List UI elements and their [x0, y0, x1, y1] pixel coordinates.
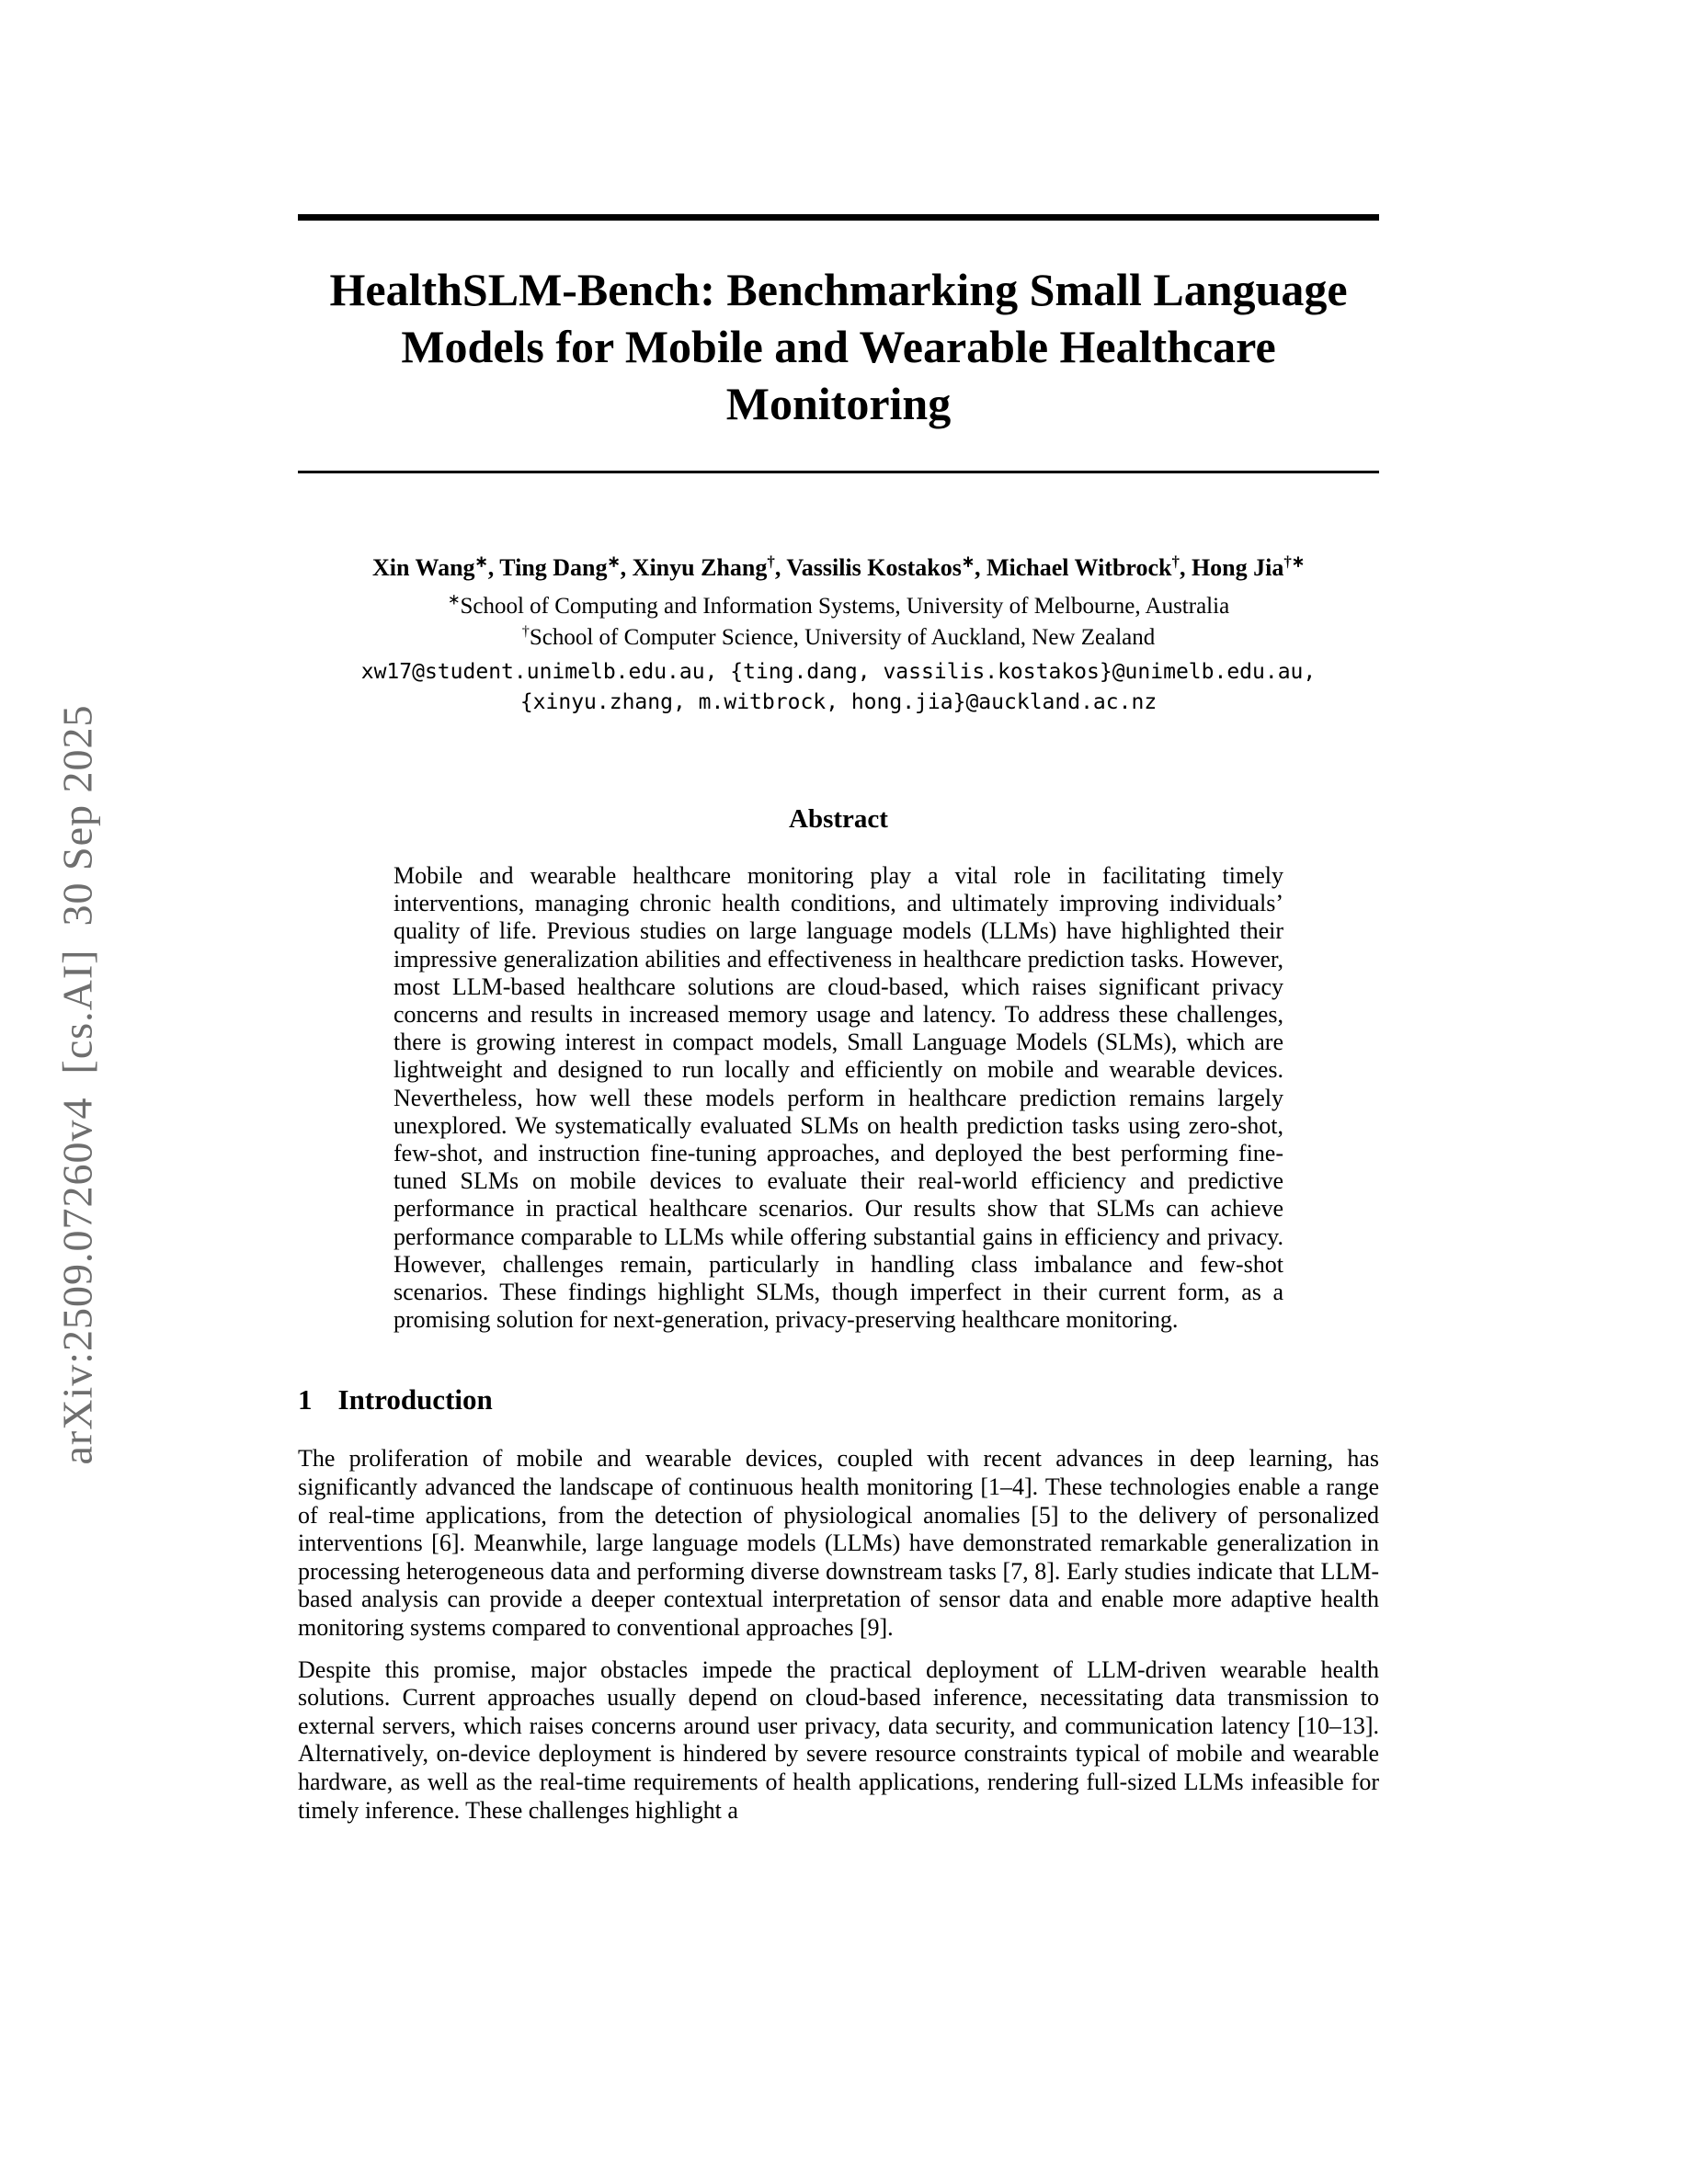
author-affiliation-mark: †	[767, 552, 775, 571]
author-name: , Vassilis Kostakos	[774, 554, 962, 581]
email-line-1: xw17@student.unimelb.edu.au, {ting.dang, vassilis.kostakos}@unimelb.edu.au,	[360, 660, 1317, 684]
section-number: 1	[298, 1383, 313, 1416]
introduction-paragraph-1: The proliferation of mobile and wearable devices, coupled with recent advances in deep learning, has significantly advanced the landscape of continuous health monitoring [1–4]. These technologies enable a range of real-time applications, from the detection of physiological anomalies [5] to the delivery of personalized interventions [6]. Meanwhile, large language models (LLMs) have demonstrated remarkable generalization in processing heterogeneous data and performing diverse downstream tasks [7, 8]. Early studies indicate that LLM-based analysis can provide a deeper contextual interpretation of sensor data and enable more adaptive health monitoring systems compared to conventional approaches [9].	[298, 1445, 1379, 1642]
affiliation-text-melbourne: School of Computing and Information Systems, University of Melbourne, Australia	[460, 594, 1230, 619]
paper-title-line-1: HealthSLM-Bench: Benchmarking Small Language	[329, 264, 1348, 315]
author-affiliation-mark: †	[1171, 552, 1180, 571]
author-affiliation-mark: ∗	[607, 552, 621, 571]
abstract-heading: Abstract	[789, 804, 888, 834]
author-name: Xin Wang	[372, 554, 475, 581]
title-rule-top	[298, 214, 1379, 221]
author-affiliation-mark: ∗	[474, 552, 488, 571]
paper-title-line-3: Monitoring	[725, 378, 952, 429]
introduction-paragraph-2: Despite this promise, major obstacles impede the practical deployment of LLM-driven wearable health solutions. Current approaches usually depend on cloud-based inference, necessitating data transmission to external servers, which raises concerns around user privacy, data security, and communication latency [10–13]. Alternatively, on-device deployment is hindered by severe resource constraints typical of mobile and wearable hardware, as well as the real-time requirements of health applications, rendering full-sized LLMs infeasible for timely inference. These challenges highlight a	[298, 1655, 1379, 1824]
email-line-2: {xinyu.zhang, m.witbrock, hong.jia}@auckland.ac.nz	[519, 690, 1158, 714]
paper-title	[325, 261, 1352, 432]
author-affiliation-mark: ∗	[961, 552, 975, 571]
author-name: , Michael Witbrock	[975, 554, 1172, 581]
author-line	[298, 552, 1379, 584]
arxiv-watermark: arXiv:2509.07260v4 [cs.AI] 30 Sep 2025	[53, 704, 101, 1465]
author-name: , Hong Jia	[1179, 554, 1284, 581]
affiliation-melbourne	[298, 591, 1379, 622]
author-name: , Xinyu Zhang	[620, 554, 768, 581]
abstract-body: Mobile and wearable healthcare monitoring play a vital role in facilitating timely interventions, managing chronic health conditions, and ultimately improving individuals’ quality of life. Previous studies on large language models (LLMs) have highlighted their impressive generalization abilities and effectiveness in healthcare prediction tasks. However, most LLM-based healthcare solutions are cloud-based, which raises significant privacy concerns and results in increased memory usage and latency. To address these challenges, there is growing interest in compact models, Small Language Models (SLMs), which are lightweight and designed to run locally and efficiently on mobile and wearable devices. Nevertheless, how well these models perform in healthcare prediction remains largely unexplored. We systematically evaluated SLMs on health prediction tasks using zero-shot, few-shot, and instruction fine-tuning approaches, and deployed the best performing fine-tuned SLMs on mobile devices to evaluate their real-world efficiency and predictive performance in practical healthcare scenarios. Our results show that SLMs can achieve performance comparable to LLMs while offering substantial gains in efficiency and privacy. However, challenges remain, particularly in handling class imbalance and few-shot scenarios. These findings highlight SLMs, though imperfect in their current form, as a promising solution for next-generation, privacy-preserving healthcare monitoring.	[393, 862, 1283, 1334]
author-affiliation-mark: †∗	[1283, 552, 1305, 571]
affiliations-block	[298, 591, 1379, 654]
title-rule-bottom	[298, 471, 1379, 473]
paper-title-line-2: Models for Mobile and Wearable Healthcare	[401, 321, 1276, 372]
email-block	[298, 657, 1379, 718]
paper-main-column	[298, 0, 1379, 1825]
section-title: Introduction	[337, 1383, 493, 1416]
affiliation-mark-auckland: †	[521, 622, 530, 640]
author-name: , Ting Dang	[487, 554, 608, 581]
section-heading-introduction	[298, 1383, 1379, 1416]
affiliation-auckland	[298, 622, 1379, 654]
affiliation-text-auckland: School of Computer Science, University of Auckland, New Zealand	[529, 625, 1156, 650]
affiliation-mark-melbourne: ∗	[447, 591, 461, 609]
